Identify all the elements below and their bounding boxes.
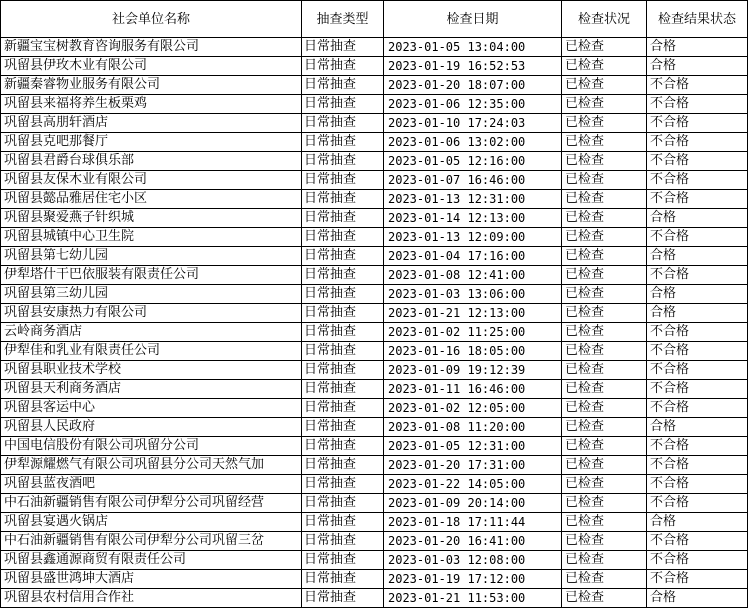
cell-check-status: 已检查: [562, 380, 647, 399]
cell-check-result: 不合格: [647, 323, 748, 342]
table-row: [1, 38, 748, 57]
cell-unit-name: 巩留县伊玫木业有限公司: [1, 57, 302, 76]
table-row: [1, 209, 748, 228]
cell-check-date: 2023-01-07 16:46:00: [384, 171, 562, 190]
cell-unit-name: 巩留县君爵台球俱乐部: [1, 152, 302, 171]
table-row: [1, 266, 748, 285]
cell-check-status: 已检查: [562, 266, 647, 285]
cell-check-status: 已检查: [562, 95, 647, 114]
cell-unit-name: 中石油新疆销售有限公司伊犁分公司巩留经营: [1, 494, 302, 513]
cell-check-type: 日常抽查: [302, 551, 384, 570]
cell-check-date: 2023-01-02 11:25:00: [384, 323, 562, 342]
cell-unit-name: 巩留县安康热力有限公司: [1, 304, 302, 323]
cell-check-status: 已检查: [562, 209, 647, 228]
cell-check-date: 2023-01-08 12:41:00: [384, 266, 562, 285]
cell-check-type: 日常抽查: [302, 57, 384, 76]
table-row: [1, 247, 748, 266]
cell-check-status: 已检查: [562, 171, 647, 190]
cell-check-status: 已检查: [562, 133, 647, 152]
cell-check-status: 已检查: [562, 152, 647, 171]
cell-check-type: 日常抽查: [302, 418, 384, 437]
cell-check-date: 2023-01-05 12:16:00: [384, 152, 562, 171]
table-row: [1, 228, 748, 247]
cell-unit-name: 巩留县鑫通源商贸有限责任公司: [1, 551, 302, 570]
cell-check-type: 日常抽查: [302, 532, 384, 551]
cell-check-date: 2023-01-19 16:52:53: [384, 57, 562, 76]
cell-check-status: 已检查: [562, 114, 647, 133]
table-row: [1, 190, 748, 209]
cell-unit-name: 中国电信股份有限公司巩留分公司: [1, 437, 302, 456]
cell-unit-name: 新疆宝宝树教育咨询服务有限公司: [1, 38, 302, 57]
cell-check-status: 已检查: [562, 57, 647, 76]
cell-check-date: 2023-01-06 12:35:00: [384, 95, 562, 114]
cell-check-status: 已检查: [562, 513, 647, 532]
cell-unit-name: 巩留县蓝夜酒吧: [1, 475, 302, 494]
cell-check-result: 合格: [647, 209, 748, 228]
cell-check-status: 已检查: [562, 38, 647, 57]
table-row: [1, 475, 748, 494]
cell-unit-name: 巩留县人民政府: [1, 418, 302, 437]
cell-check-type: 日常抽查: [302, 437, 384, 456]
cell-check-date: 2023-01-13 12:31:00: [384, 190, 562, 209]
cell-check-status: 已检查: [562, 399, 647, 418]
cell-check-type: 日常抽查: [302, 114, 384, 133]
cell-check-status: 已检查: [562, 247, 647, 266]
cell-check-status: 已检查: [562, 304, 647, 323]
table-row: [1, 494, 748, 513]
header-check-status: 检查状况: [562, 1, 647, 38]
table-row: [1, 589, 748, 608]
header-row: [1, 1, 748, 38]
cell-check-status: 已检查: [562, 285, 647, 304]
cell-check-type: 日常抽查: [302, 361, 384, 380]
cell-check-result: 合格: [647, 304, 748, 323]
table-row: [1, 76, 748, 95]
table-row: [1, 456, 748, 475]
cell-check-date: 2023-01-10 17:24:03: [384, 114, 562, 133]
cell-check-result: 不合格: [647, 76, 748, 95]
cell-unit-name: 巩留县来福将养生板栗鸡: [1, 95, 302, 114]
header-check-result: 检查结果状态: [647, 1, 748, 38]
cell-check-type: 日常抽查: [302, 171, 384, 190]
header-check-type: 抽查类型: [302, 1, 384, 38]
cell-check-status: 已检查: [562, 437, 647, 456]
cell-check-result: 不合格: [647, 266, 748, 285]
cell-check-date: 2023-01-13 12:09:00: [384, 228, 562, 247]
cell-check-result: 合格: [647, 38, 748, 57]
cell-check-result: 不合格: [647, 152, 748, 171]
cell-check-date: 2023-01-19 17:12:00: [384, 570, 562, 589]
cell-check-result: 合格: [647, 418, 748, 437]
cell-check-date: 2023-01-05 12:31:00: [384, 437, 562, 456]
cell-check-type: 日常抽查: [302, 285, 384, 304]
cell-check-type: 日常抽查: [302, 342, 384, 361]
cell-check-date: 2023-01-16 18:05:00: [384, 342, 562, 361]
cell-check-date: 2023-01-03 12:08:00: [384, 551, 562, 570]
cell-unit-name: 伊犁佳和乳业有限责任公司: [1, 342, 302, 361]
table-row: [1, 532, 748, 551]
cell-check-result: 不合格: [647, 228, 748, 247]
cell-check-status: 已检查: [562, 532, 647, 551]
table-row: [1, 342, 748, 361]
cell-check-type: 日常抽查: [302, 76, 384, 95]
cell-check-date: 2023-01-02 12:05:00: [384, 399, 562, 418]
table-row: [1, 551, 748, 570]
cell-check-type: 日常抽查: [302, 570, 384, 589]
cell-check-type: 日常抽查: [302, 589, 384, 608]
table-row: [1, 304, 748, 323]
cell-unit-name: 巩留县第七幼儿园: [1, 247, 302, 266]
cell-check-result: 合格: [647, 57, 748, 76]
table-row: [1, 570, 748, 589]
cell-check-type: 日常抽查: [302, 494, 384, 513]
table-row: [1, 323, 748, 342]
cell-unit-name: 巩留县克吧那餐厅: [1, 133, 302, 152]
cell-check-status: 已检查: [562, 228, 647, 247]
cell-check-type: 日常抽查: [302, 513, 384, 532]
cell-unit-name: 巩留县农村信用合作社: [1, 589, 302, 608]
cell-unit-name: 巩留县高朋轩酒店: [1, 114, 302, 133]
cell-check-type: 日常抽查: [302, 266, 384, 285]
cell-check-date: 2023-01-22 14:05:00: [384, 475, 562, 494]
table-row: [1, 95, 748, 114]
cell-check-result: 不合格: [647, 551, 748, 570]
cell-unit-name: 巩留县宴遇火锅店: [1, 513, 302, 532]
cell-check-date: 2023-01-09 20:14:00: [384, 494, 562, 513]
cell-check-status: 已检查: [562, 494, 647, 513]
cell-check-result: 合格: [647, 247, 748, 266]
cell-check-date: 2023-01-20 17:31:00: [384, 456, 562, 475]
table-row: [1, 418, 748, 437]
cell-check-status: 已检查: [562, 323, 647, 342]
cell-check-result: 合格: [647, 513, 748, 532]
cell-check-date: 2023-01-18 17:11:44: [384, 513, 562, 532]
table-row: [1, 285, 748, 304]
cell-check-date: 2023-01-20 18:07:00: [384, 76, 562, 95]
cell-check-type: 日常抽查: [302, 133, 384, 152]
table-row: [1, 152, 748, 171]
cell-check-type: 日常抽查: [302, 152, 384, 171]
table-row: [1, 380, 748, 399]
cell-unit-name: 巩留县友保木业有限公司: [1, 171, 302, 190]
cell-check-result: 不合格: [647, 570, 748, 589]
table-row: [1, 399, 748, 418]
cell-unit-name: 巩留县懿品雅居住宅小区: [1, 190, 302, 209]
cell-check-type: 日常抽查: [302, 456, 384, 475]
cell-check-result: 不合格: [647, 190, 748, 209]
cell-check-status: 已检查: [562, 76, 647, 95]
cell-check-date: 2023-01-04 17:16:00: [384, 247, 562, 266]
cell-check-result: 不合格: [647, 456, 748, 475]
table-row: [1, 57, 748, 76]
cell-check-type: 日常抽查: [302, 475, 384, 494]
cell-check-type: 日常抽查: [302, 304, 384, 323]
cell-check-result: 不合格: [647, 361, 748, 380]
cell-unit-name: 巩留县城镇中心卫生院: [1, 228, 302, 247]
cell-check-status: 已检查: [562, 589, 647, 608]
cell-unit-name: 云岭商务酒店: [1, 323, 302, 342]
cell-check-date: 2023-01-20 16:41:00: [384, 532, 562, 551]
cell-check-type: 日常抽查: [302, 323, 384, 342]
cell-check-status: 已检查: [562, 190, 647, 209]
table-row: [1, 361, 748, 380]
cell-check-type: 日常抽查: [302, 95, 384, 114]
cell-check-result: 不合格: [647, 342, 748, 361]
cell-unit-name: 巩留县职业技术学校: [1, 361, 302, 380]
cell-check-status: 已检查: [562, 456, 647, 475]
cell-check-type: 日常抽查: [302, 209, 384, 228]
cell-check-result: 合格: [647, 285, 748, 304]
cell-check-result: 合格: [647, 589, 748, 608]
cell-unit-name: 巩留县第三幼儿园: [1, 285, 302, 304]
cell-unit-name: 伊犁源耀燃气有限公司巩留县分公司天然气加: [1, 456, 302, 475]
cell-check-date: 2023-01-11 16:46:00: [384, 380, 562, 399]
cell-check-status: 已检查: [562, 342, 647, 361]
cell-check-result: 不合格: [647, 380, 748, 399]
cell-unit-name: 新疆秦睿物业服务有限公司: [1, 76, 302, 95]
cell-check-date: 2023-01-21 11:53:00: [384, 589, 562, 608]
cell-check-date: 2023-01-14 12:13:00: [384, 209, 562, 228]
cell-check-date: 2023-01-09 19:12:39: [384, 361, 562, 380]
header-unit-name: 社会单位名称: [1, 1, 302, 38]
header-check-date: 检查日期: [384, 1, 562, 38]
cell-check-date: 2023-01-05 13:04:00: [384, 38, 562, 57]
cell-check-status: 已检查: [562, 361, 647, 380]
cell-unit-name: 巩留县盛世鸿坤大酒店: [1, 570, 302, 589]
cell-check-date: 2023-01-06 13:02:00: [384, 133, 562, 152]
cell-check-status: 已检查: [562, 418, 647, 437]
cell-check-status: 已检查: [562, 475, 647, 494]
cell-unit-name: 中石油新疆销售有限公司伊犁分公司巩留三岔: [1, 532, 302, 551]
cell-check-type: 日常抽查: [302, 399, 384, 418]
cell-unit-name: 伊犁塔什干巴依服装有限责任公司: [1, 266, 302, 285]
cell-check-type: 日常抽查: [302, 228, 384, 247]
cell-check-type: 日常抽查: [302, 190, 384, 209]
cell-check-result: 不合格: [647, 133, 748, 152]
cell-check-type: 日常抽查: [302, 247, 384, 266]
cell-check-date: 2023-01-03 13:06:00: [384, 285, 562, 304]
table-row: [1, 437, 748, 456]
cell-check-date: 2023-01-08 11:20:00: [384, 418, 562, 437]
cell-unit-name: 巩留县聚爱燕子针织城: [1, 209, 302, 228]
cell-check-result: 不合格: [647, 95, 748, 114]
table-row: [1, 513, 748, 532]
cell-check-result: 不合格: [647, 437, 748, 456]
cell-unit-name: 巩留县天利商务酒店: [1, 380, 302, 399]
cell-check-type: 日常抽查: [302, 380, 384, 399]
cell-check-result: 不合格: [647, 475, 748, 494]
cell-check-result: 不合格: [647, 532, 748, 551]
cell-check-result: 不合格: [647, 114, 748, 133]
cell-check-status: 已检查: [562, 570, 647, 589]
table-row: [1, 114, 748, 133]
cell-check-result: 不合格: [647, 171, 748, 190]
cell-check-type: 日常抽查: [302, 38, 384, 57]
cell-check-result: 不合格: [647, 494, 748, 513]
cell-check-status: 已检查: [562, 551, 647, 570]
table-row: [1, 171, 748, 190]
table-row: [1, 133, 748, 152]
cell-check-date: 2023-01-21 12:13:00: [384, 304, 562, 323]
cell-check-result: 不合格: [647, 399, 748, 418]
cell-unit-name: 巩留县客运中心: [1, 399, 302, 418]
